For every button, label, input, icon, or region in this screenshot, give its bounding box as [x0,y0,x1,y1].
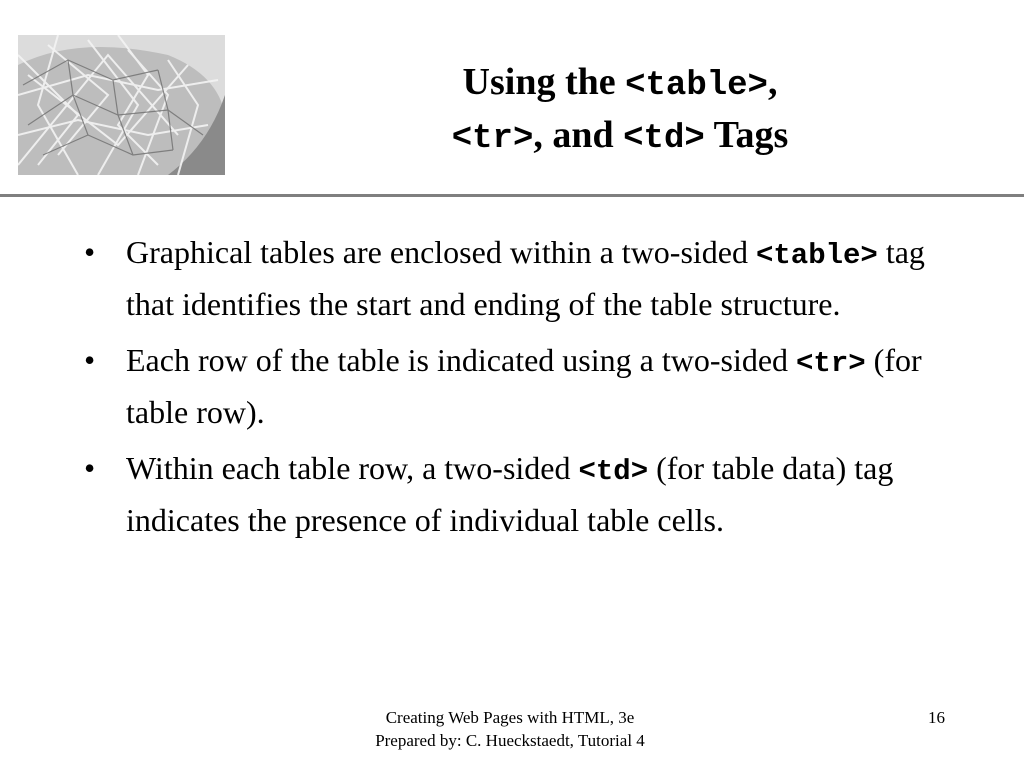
title-tags-word: Tags [704,114,789,156]
title-tr-tag: <tr> [451,120,534,158]
bullet-item [84,336,944,436]
bullet-text: Graphical tables are enclosed within a two-sided [126,234,756,270]
page-number: 16 [928,708,945,727]
bullet-list [84,228,944,552]
bullet-item [84,228,944,328]
slide-title [320,58,920,164]
title-table-tag: <table> [625,67,768,105]
bullet-tag: <td> [578,455,649,488]
title-td-tag: <td> [623,120,705,158]
bullet-tag: <tr> [796,347,866,380]
title-line-2 [320,111,920,164]
bullet-text: Each row of the table is indicated using a two-sided [126,342,797,378]
dome-logo-image [18,35,225,175]
bullet-text: (for table row). [126,342,922,430]
bullet-marker: • [84,342,96,378]
slide-footer [300,706,720,752]
bullet-text: (for table data) tag indicates the presence of individual table cells. [126,450,894,538]
bullet-item [84,444,944,544]
title-comma: , [767,61,778,103]
title-line-1 [320,58,920,111]
footer-course-title: Creating Web Pages with HTML, 3e [385,708,635,727]
title-text: Using the [462,61,626,103]
geodesic-dome-graphic [18,35,225,175]
bullet-marker: • [84,234,96,270]
footer-author: Prepared by: C. Hueckstaedt, Tutorial 4 [375,731,645,750]
bullet-text: tag that identifies the start and ending of the table structure. [126,234,925,322]
title-divider [0,194,1024,197]
bullet-tag: <table> [756,239,878,272]
title-and: , and [533,114,624,156]
bullet-text: Within each table row, a two-sided [126,450,579,486]
bullet-marker: • [84,450,96,486]
